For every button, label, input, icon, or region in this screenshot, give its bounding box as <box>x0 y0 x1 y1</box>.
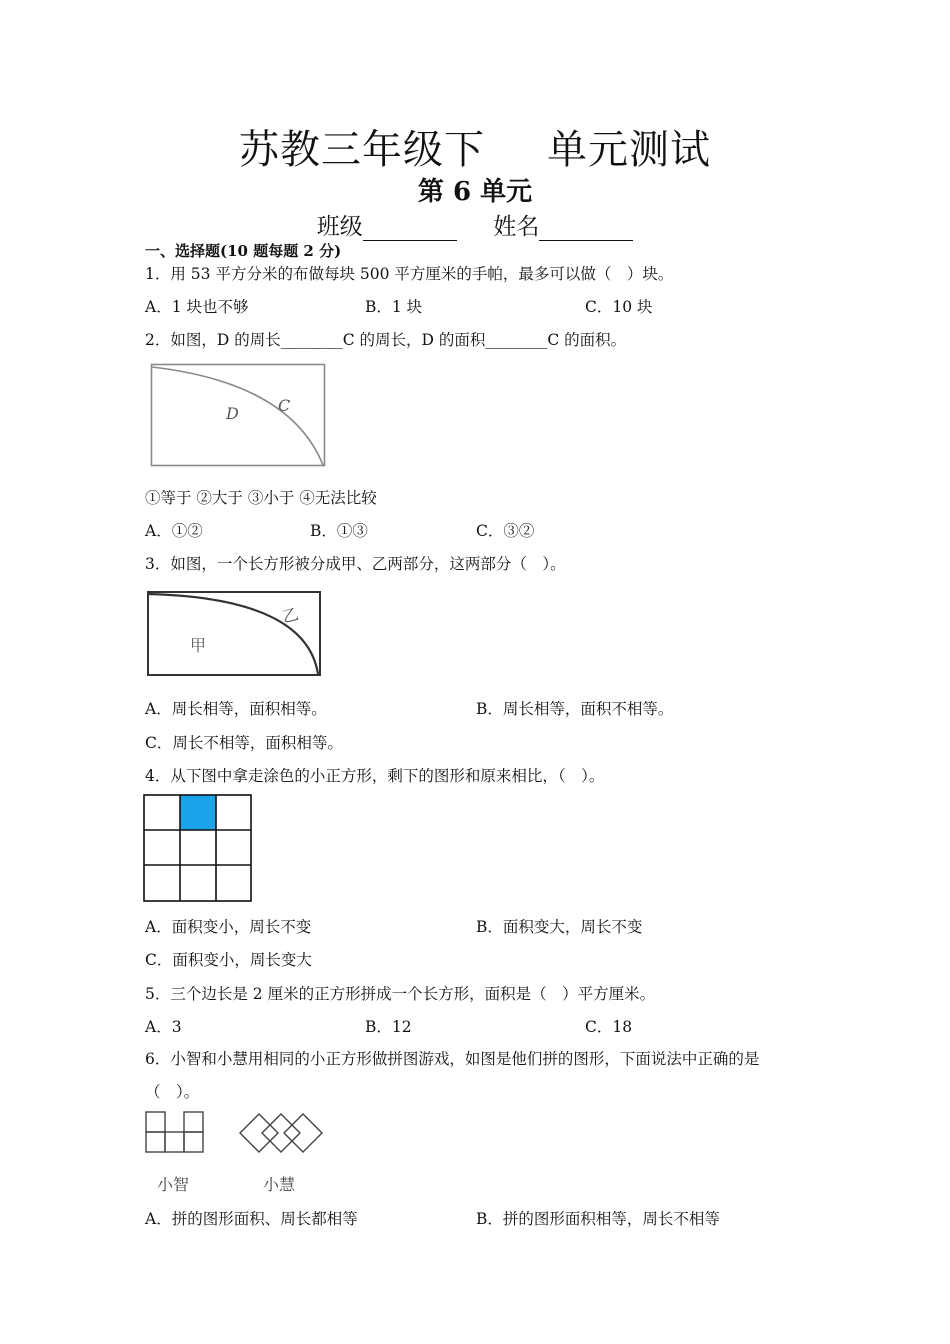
q2-option-a[interactable]: A．①② <box>145 522 203 540</box>
q2-label-c: C <box>278 396 291 415</box>
q4-option-b[interactable]: B．面积变大，周长不变 <box>476 918 643 936</box>
q2-choices: ①等于 ②大于 ③小于 ④无法比较 <box>145 489 377 507</box>
section-heading: 一、选择题(10 题每题 2 分) <box>145 242 342 260</box>
q3-option-b[interactable]: B．周长相等，面积不相等。 <box>476 700 674 718</box>
q3-option-a[interactable]: A．周长相等，面积相等。 <box>145 700 327 718</box>
q1-option-b[interactable]: B．1 块 <box>365 298 423 316</box>
q5-option-c[interactable]: C．18 <box>585 1018 633 1036</box>
q5-option-a[interactable]: A．3 <box>145 1018 182 1036</box>
q6-xiaozhi-figure <box>144 1110 208 1155</box>
q3-option-c[interactable]: C．周长不相等，面积相等。 <box>145 734 343 752</box>
q2-figure <box>150 363 328 469</box>
q1-option-c[interactable]: C．10 块 <box>585 298 653 316</box>
q2-label-d: D <box>226 404 239 423</box>
q3-figure <box>146 590 324 678</box>
q4-shaded-square <box>180 795 216 830</box>
q2-text: 2．如图，D 的周长________C 的周长，D 的面积________C 的面积。 <box>145 331 627 349</box>
q6-label-xiaohui: 小慧 <box>263 1175 296 1194</box>
q6-label-xiaozhi: 小智 <box>157 1175 190 1194</box>
q6-text-line2: （ ）。 <box>145 1083 200 1101</box>
q4-option-a[interactable]: A．面积变小，周长不变 <box>145 918 312 936</box>
q5-text: 5．三个边长是 2 厘米的正方形拼成一个长方形，面积是（ ）平方厘米。 <box>145 985 656 1003</box>
q2-option-b[interactable]: B．①③ <box>310 522 368 540</box>
q3-text: 3．如图，一个长方形被分成甲、乙两部分，这两部分（ ）。 <box>145 555 566 573</box>
unit-subtitle: 第 6 单元 <box>417 177 533 207</box>
q6-xiaohui-figure <box>238 1112 326 1156</box>
q4-option-c[interactable]: C．面积变小，周长变大 <box>145 951 312 969</box>
q3-label-jia: 甲 <box>190 636 207 655</box>
q2-option-c[interactable]: C．③② <box>476 522 535 540</box>
q1-text: 1．用 53 平方分米的布做每块 500 平方厘米的手帕，最多可以做（ ）块。 <box>145 265 674 283</box>
class-name-line <box>0 208 950 241</box>
q4-grid-figure <box>143 794 253 904</box>
q6-option-a[interactable]: A．拼的图形面积、周长都相等 <box>145 1210 358 1228</box>
q4-text: 4．从下图中拿走涂色的小正方形，剩下的图形和原来相比，（ ）。 <box>145 767 605 785</box>
q3-label-yi: 乙 <box>280 604 301 627</box>
name-label: 姓名 <box>493 214 540 240</box>
page-title: 苏教三年级下 单元测试 <box>239 127 711 173</box>
class-label: 班级 <box>316 214 363 240</box>
q5-option-b[interactable]: B．12 <box>365 1018 412 1036</box>
q1-option-a[interactable]: A．1 块也不够 <box>145 298 249 316</box>
q6-option-b[interactable]: B．拼的图形面积相等，周长不相等 <box>476 1210 720 1228</box>
class-blank[interactable] <box>363 218 457 241</box>
q6-text-line1: 6．小智和小慧用相同的小正方形做拼图游戏，如图是他们拼的图形，下面说法中正确的是 <box>145 1050 760 1068</box>
name-blank[interactable] <box>539 218 633 241</box>
